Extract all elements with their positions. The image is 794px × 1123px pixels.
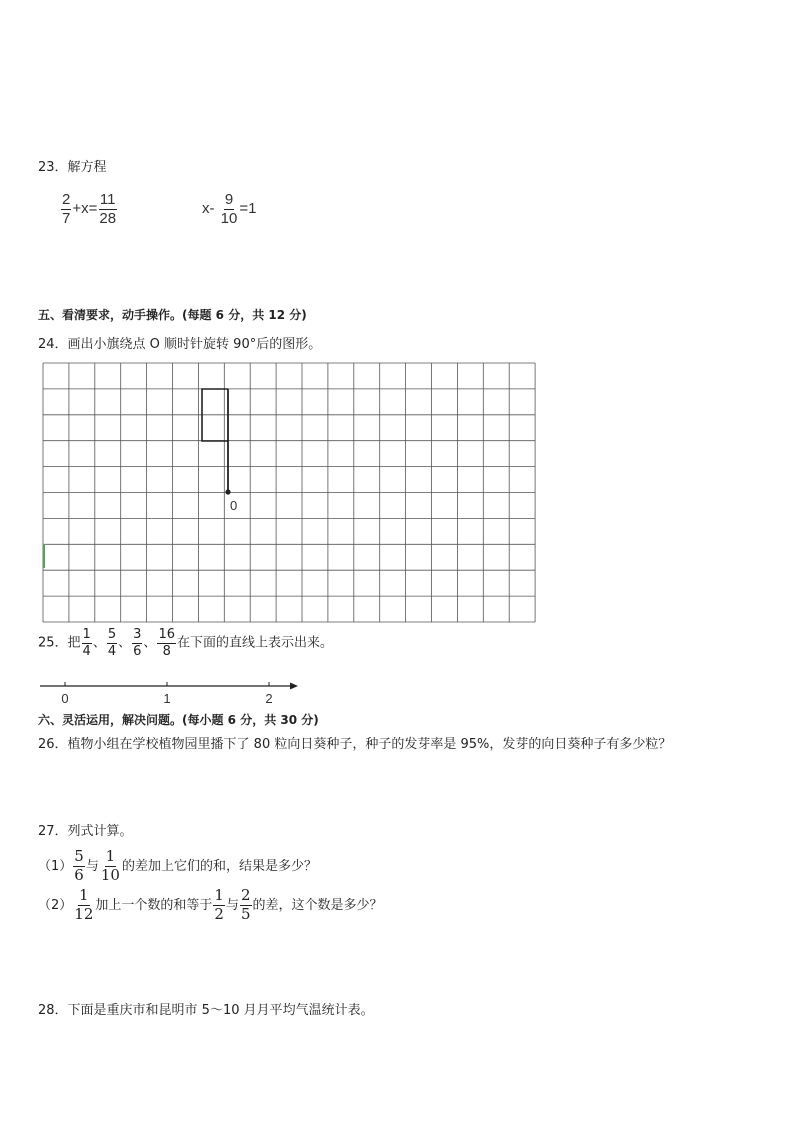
numerator: 16 <box>158 627 175 642</box>
numerator: 5 <box>74 847 84 865</box>
numerator: 1 <box>214 886 224 904</box>
q25-text: 在下面的直线上表示出来。 <box>176 635 333 651</box>
point-o <box>225 489 230 494</box>
numerator: 2 <box>240 886 251 904</box>
numerator: 1 <box>79 886 89 904</box>
fraction <box>213 888 225 923</box>
point-o-label: 0 <box>230 498 238 513</box>
denominator: 6 <box>133 643 142 659</box>
separator: 、 <box>143 635 157 651</box>
separator: 、 <box>92 635 106 651</box>
q23-label: 23．解方程 <box>38 160 107 175</box>
q27-label: 27．列式计算。 <box>38 824 133 839</box>
numerator: 3 <box>133 627 142 642</box>
denominator: 2 <box>214 904 224 923</box>
q24-label: 24．画出小旗绕点 O 顺时针旋转 90°后的图形。 <box>38 337 322 352</box>
part-label: （1） <box>38 858 73 874</box>
fraction <box>100 849 121 884</box>
q25-line <box>38 628 333 658</box>
numerator: 1 <box>105 847 116 865</box>
section-6-title: 六、灵活运用，解决问题。(每小题 6 分，共 30 分) <box>38 713 319 727</box>
q27-part-2 <box>38 888 383 923</box>
part-text: 的差加上它们的和，结果是多少？ <box>121 858 317 874</box>
tick-label-1: 1 <box>163 691 171 706</box>
equation-text: +x= <box>72 200 98 218</box>
part-text: 的差，这个数是多少？ <box>252 897 383 913</box>
fraction <box>157 628 176 658</box>
separator: 、 <box>118 635 132 651</box>
denominator: 28 <box>99 209 117 227</box>
grid-lines <box>43 363 535 622</box>
part-text: 与 <box>85 858 99 874</box>
number-line-arrow <box>290 683 298 690</box>
fraction <box>73 849 85 884</box>
fraction <box>107 628 117 658</box>
number-line <box>0 670 794 710</box>
equation-text: x- <box>202 200 215 218</box>
fraction <box>82 628 92 658</box>
denominator: 12 <box>74 904 94 923</box>
tick-label-2: 2 <box>265 691 273 706</box>
denominator: 7 <box>62 209 71 227</box>
q26-text: 26．植物小组在学校植物园里播下了 80 粒向日葵种子，种子的发芽率是 95%，发芽的向日葵种子有多少粒？ <box>38 737 672 752</box>
q27-part-1 <box>38 849 317 884</box>
tick-label-0: 0 <box>61 691 69 706</box>
q28-text: 28．下面是重庆市和昆明市 5～10 月月平均气温统计表。 <box>38 1003 374 1018</box>
part-text: 加上一个数的和等于 <box>95 897 213 913</box>
q25-text: 25．把 <box>38 635 81 651</box>
denominator: 10 <box>100 865 120 884</box>
denominator: 10 <box>220 209 238 227</box>
denominator: 5 <box>240 904 251 923</box>
numerator: 5 <box>107 627 117 642</box>
grid-edge-mark <box>43 544 45 568</box>
numerator: 2 <box>62 191 71 208</box>
part-label: （2） <box>38 897 73 913</box>
part-text: 与 <box>225 897 239 913</box>
fraction <box>132 628 142 658</box>
numerator: 9 <box>224 191 234 208</box>
denominator: 8 <box>162 643 171 659</box>
section-5-title: 五、看清要求，动手操作。(每题 6 分，共 12 分) <box>38 308 307 322</box>
numerator: 1 <box>82 627 91 642</box>
numerator: 11 <box>99 191 116 208</box>
denominator: 6 <box>74 865 84 884</box>
denominator: 4 <box>107 643 117 659</box>
equation-text: =1 <box>239 200 257 218</box>
fraction <box>73 888 94 923</box>
denominator: 4 <box>82 643 91 659</box>
fraction <box>240 888 252 923</box>
